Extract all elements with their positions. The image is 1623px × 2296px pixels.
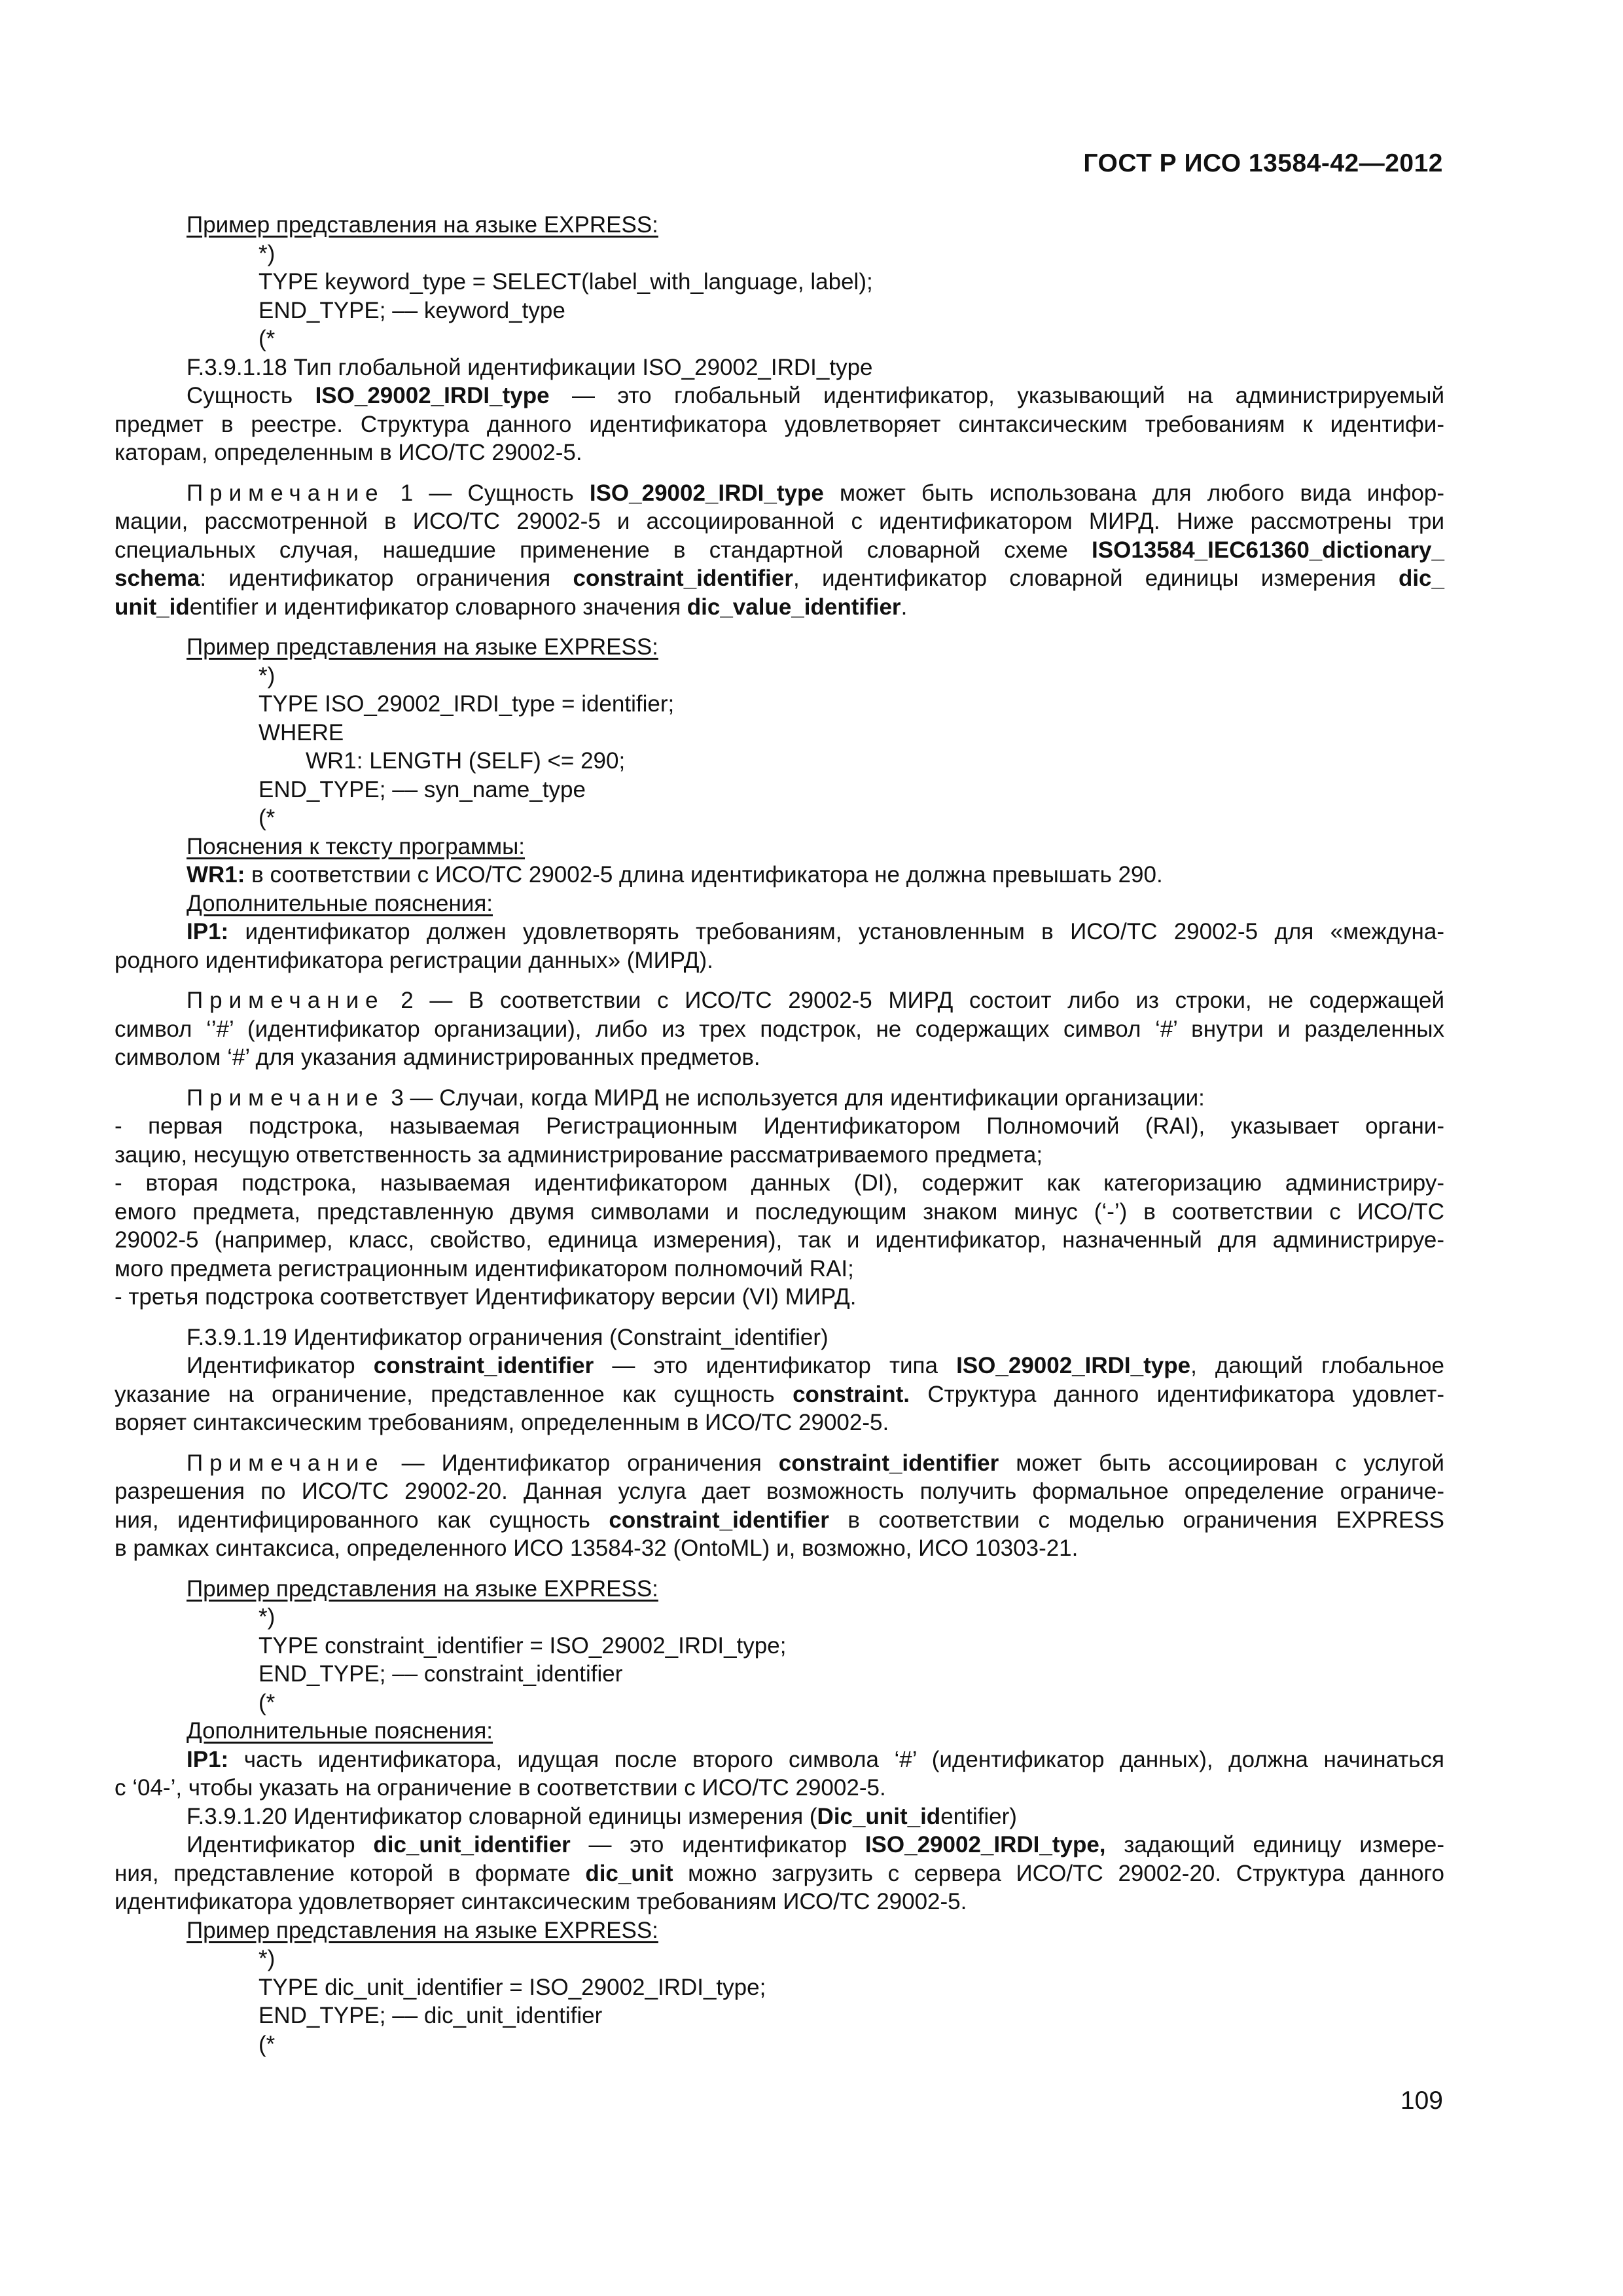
- paragraph: [115, 1352, 1444, 1437]
- section-heading: [115, 1916, 1444, 1945]
- code-line: (*: [259, 1689, 276, 1715]
- text-segment: entifier): [940, 1803, 1017, 1829]
- text-line: [115, 1112, 1444, 1141]
- section-heading-text: Пояснения к тексту программы:: [187, 833, 526, 859]
- text-segment: Сущность: [187, 383, 315, 408]
- text-segment: каторам, определенным в ИСО/ТС 29002-5.: [115, 440, 582, 465]
- text-segment: - третья подстрока соответствует Идентификатору версии (VI) МИРД.: [115, 1284, 857, 1310]
- text-segment: Структура данного идентификатора удовлет-: [909, 1381, 1444, 1407]
- paragraph: [115, 861, 1444, 889]
- text-segment: указание на ограничение, представленное как сущность: [115, 1381, 793, 1407]
- text-line: [115, 1169, 1444, 1198]
- text-line: [115, 1888, 1444, 1916]
- paragraph: [115, 479, 1444, 622]
- text-segment: воряет синтаксическим требованиям, определенным в ИСО/ТС 29002-5.: [115, 1410, 889, 1435]
- bold-term: constraint_identifier: [373, 1353, 594, 1378]
- bold-term: dic_unit_identifier: [373, 1832, 571, 1857]
- section-heading: [115, 633, 1444, 662]
- text-segment: : идентификатор ограничения: [200, 565, 573, 591]
- code-line: END_TYPE; –– constraint_identifier: [259, 1661, 623, 1687]
- section-heading-text: Пример представления на языке EXPRESS:: [187, 1575, 658, 1602]
- text-line: [115, 1043, 1444, 1072]
- text-segment: 3 — Случаи, когда МИРД не используется для идентификации организации:: [384, 1085, 1205, 1111]
- text-segment: в соответствии с моделью ограничения EXPRESS: [829, 1507, 1444, 1533]
- paragraph-gap: [115, 1312, 1444, 1323]
- section-heading-text: Пример представления на языке EXPRESS:: [187, 634, 658, 660]
- note-label: Примечание: [187, 480, 385, 506]
- bold-term: ISO_29002_IRDI_type: [589, 480, 824, 506]
- text-segment: - вторая подстрока, называемая идентификатором данных (DI), содержит как категоризацию администриру-: [115, 1170, 1444, 1196]
- text-line: [115, 410, 1444, 439]
- section-heading-text: Дополнительные пояснения:: [187, 890, 493, 916]
- text-line: [115, 861, 1444, 889]
- text-segment: , дающий глобальное: [1190, 1353, 1444, 1378]
- text-line: [115, 1534, 1444, 1563]
- code-line: END_TYPE; –– keyword_type: [259, 297, 565, 323]
- page-number: 109: [1400, 2087, 1443, 2115]
- text-line: [115, 593, 1444, 622]
- bold-term: constraint_identifier: [778, 1450, 999, 1476]
- text-segment: родного идентификатора регистрации данных» (МИРД).: [115, 947, 713, 973]
- text-line: [115, 1449, 1444, 1478]
- code-line: (*: [259, 2031, 276, 2057]
- code-line: *): [259, 240, 276, 266]
- bold-term: IP1:: [187, 1746, 229, 1772]
- section-heading: [115, 833, 1444, 861]
- text-line: [115, 1352, 1444, 1380]
- text-segment: можно загрузить с сервера ИСО/ТС 29002-20. Структура данного: [673, 1860, 1444, 1886]
- note-label: Примечание: [187, 988, 385, 1013]
- bold-term: schema: [115, 565, 200, 591]
- section-heading-text: Дополнительные пояснения:: [187, 1718, 493, 1744]
- text-segment: 29002-5 (например, класс, свойство, единица измерения), так и идентификатор, назначенный для администрируе-: [115, 1227, 1444, 1253]
- text-line: [115, 1831, 1444, 1859]
- section-heading-text: Пример представления на языке EXPRESS:: [187, 212, 658, 238]
- note-label: Примечание: [187, 1085, 385, 1111]
- text-line: [115, 1506, 1444, 1535]
- section-heading: [115, 211, 1444, 240]
- bold-term: dic_value_identifier: [687, 594, 901, 620]
- text-line: [115, 479, 1444, 508]
- text-line: [115, 1859, 1444, 1888]
- text-segment: может быть использована для любого вида инфор-: [823, 480, 1444, 506]
- text-segment: мации, рассмотренной в ИСО/ТС 29002-5 и ассоциированной с идентификатором МИРД. Ниже рассмотрены три: [115, 509, 1444, 534]
- paragraph-gap: [115, 621, 1444, 633]
- bold-term: IP1:: [187, 919, 229, 944]
- bold-term: ISO_29002_IRDI_type: [315, 383, 550, 408]
- code-line: *): [259, 1604, 276, 1630]
- text-segment: ния, идентифицированного как сущность: [115, 1507, 609, 1533]
- text-line: [115, 1283, 1444, 1312]
- text-segment: разрешения по ИСО/ТС 29002-20. Данная услуга дает возможность получить формальное определение ограниче-: [115, 1479, 1444, 1504]
- text-segment: — это глобальный идентификатор, указывающий на администрируемый: [549, 383, 1444, 408]
- text-segment: может быть ассоциирован с услугой: [999, 1450, 1444, 1476]
- paragraph: [115, 1449, 1444, 1563]
- paragraph: [115, 986, 1444, 1072]
- text-segment: с ‘04-’, чтобы указать на ограничение в соответствии с ИСО/ТС 29002-5.: [115, 1775, 886, 1801]
- text-segment: в соответствии с ИСО/ТС 29002-5 длина идентификатора не должна превышать 290.: [245, 862, 1163, 888]
- paragraph: [115, 1746, 1444, 1803]
- text-line: [115, 564, 1444, 593]
- text-segment: 1 — Сущность: [384, 480, 590, 506]
- section-heading: [115, 1717, 1444, 1746]
- code-line: TYPE dic_unit_identifier = ISO_29002_IRDI_type;: [259, 1974, 766, 2000]
- bold-term: unit_id: [115, 594, 190, 620]
- text-segment: часть идентификатора, идущая после второго символа ‘#’ (идентификатор данных), должна начинаться: [228, 1746, 1444, 1772]
- text-line: [115, 536, 1444, 565]
- paragraph: [115, 918, 1444, 975]
- standard-code-header: ГОСТ Р ИСО 13584-42—2012: [1083, 149, 1443, 177]
- section-heading-text: Пример представления на языке EXPRESS:: [187, 1917, 658, 1943]
- text-segment: емого предмета, представленную двумя символами и последующим знаком минус (‘-’) в соответствии с ИСО/ТС: [115, 1198, 1444, 1225]
- paragraph-gap: [115, 467, 1444, 479]
- code-line: TYPE keyword_type = SELECT(label_with_language, label);: [259, 269, 873, 295]
- text-segment: 2 — В соответствии с ИСО/ТС 29002-5 МИРД состоит либо из строки, не содержащей: [384, 988, 1444, 1013]
- bold-term: constraint_identifier: [573, 565, 793, 591]
- bold-term: dic_unit: [585, 1860, 673, 1886]
- text-segment: F.3.9.1.20 Идентификатор словарной единицы измерения (: [187, 1803, 817, 1829]
- text-segment: идентификатора удовлетворяет синтаксическим требованиям ИСО/ТС 29002-5.: [115, 1889, 967, 1914]
- bold-term: constraint.: [793, 1381, 910, 1407]
- text-segment: - первая подстрока, называемая Регистрационным Идентификатором Полномочий (RAI), указывает органи-: [115, 1113, 1444, 1139]
- text-line: [115, 1015, 1444, 1044]
- paragraph: [115, 382, 1444, 467]
- text-line: [115, 439, 1444, 467]
- text-line: [115, 1774, 1444, 1803]
- bold-term: constraint_identifier: [609, 1507, 829, 1533]
- text-segment: специальных случая, нашедшие применение в стандартной словарной схеме: [115, 537, 1092, 563]
- text-line: [115, 1226, 1444, 1255]
- code-line: WR1: LENGTH (SELF) <= 290;: [306, 748, 626, 774]
- text-line: [115, 1380, 1444, 1409]
- bold-term: dic_: [1398, 565, 1444, 591]
- paragraph: [115, 1803, 1444, 1831]
- code-line: (*: [259, 805, 276, 831]
- text-segment: entifier и идентификатор словарного значения: [189, 594, 687, 620]
- note-label: Примечание: [187, 1450, 385, 1476]
- text-line: [115, 507, 1444, 536]
- code-line: *): [259, 662, 276, 689]
- text-segment: задающий единицу измере-: [1105, 1832, 1444, 1857]
- text-segment: Идентификатор: [187, 1832, 374, 1857]
- paragraph-gap: [115, 1563, 1444, 1575]
- text-line: [115, 1255, 1444, 1283]
- text-segment: — это идентификатор: [570, 1832, 865, 1857]
- text-segment: , идентификатор словарной единицы измерения: [793, 565, 1399, 591]
- code-line: (*: [259, 326, 276, 351]
- text-segment: .: [901, 594, 908, 620]
- paragraph-gap: [115, 1072, 1444, 1084]
- text-line: [115, 946, 1444, 975]
- paragraph-gap: [115, 975, 1444, 986]
- text-segment: мого предмета регистрационным идентификатором полномочий RAI;: [115, 1255, 854, 1282]
- text-line: [115, 1477, 1444, 1506]
- paragraph: [115, 1831, 1444, 1916]
- paragraph-gap: [115, 1437, 1444, 1449]
- code-line: TYPE ISO_29002_IRDI_type = identifier;: [259, 691, 675, 717]
- bold-term: Dic_unit_id: [817, 1803, 941, 1829]
- clause-title: F.3.9.1.18 Тип глобальной идентификации ISO_29002_IRDI_type: [187, 354, 873, 380]
- text-segment: предмет в реестре. Структура данного идентификатора удовлетворяет синтаксическим требованиям к идентифи-: [115, 411, 1444, 437]
- paragraph: [115, 1084, 1444, 1312]
- text-segment: символом ‘#’ для указания администрированных предметов.: [115, 1045, 760, 1070]
- text-segment: — это идентификатор типа: [594, 1353, 957, 1378]
- bold-term: ISO13584_IEC61360_dictionary_: [1092, 537, 1444, 563]
- text-segment: символ ‘’#’ (идентификатор организации), либо из трех подстрок, не содержащих символ ‘#’ внутри и разделенных: [115, 1016, 1444, 1042]
- text-segment: зацию, несущую ответственность за администрирование рассматриваемого предмета;: [115, 1141, 1043, 1168]
- code-line: END_TYPE; –– syn_name_type: [259, 776, 586, 802]
- bold-term: WR1:: [187, 862, 245, 888]
- code-line: TYPE constraint_identifier = ISO_29002_IRDI_type;: [259, 1632, 787, 1659]
- bold-term: ISO_29002_IRDI_type: [956, 1353, 1191, 1378]
- text-line: [115, 1746, 1444, 1774]
- code-line: WHERE: [259, 719, 344, 745]
- document-body: [115, 211, 1444, 2058]
- text-line: [115, 382, 1444, 410]
- text-line: [115, 1084, 1444, 1113]
- code-line: END_TYPE; –– dic_unit_identifier: [259, 2003, 603, 2028]
- section-heading: [115, 889, 1444, 918]
- text-line: [115, 918, 1444, 946]
- text-segment: Идентификатор: [187, 1353, 374, 1378]
- text-segment: — Идентификатор ограничения: [384, 1450, 779, 1476]
- text-line: [115, 986, 1444, 1015]
- section-heading: [115, 1575, 1444, 1604]
- text-segment: идентификатор должен удовлетворять требованиям, установленным в ИСО/ТС 29002-5 для «междуна-: [228, 919, 1444, 944]
- text-segment: ния, представление которой в формате: [115, 1860, 586, 1886]
- code-line: *): [259, 1946, 276, 1971]
- text-line: [115, 1408, 1444, 1437]
- text-line: [115, 1803, 1444, 1831]
- text-segment: в рамках синтаксиса, определенного ИСО 13584-32 (OntoML) и, возможно, ИСО 10303-21.: [115, 1535, 1079, 1561]
- bold-term: ISO_29002_IRDI_type,: [865, 1832, 1106, 1857]
- text-line: [115, 1141, 1444, 1170]
- clause-title: F.3.9.1.19 Идентификатор ограничения (Constraint_identifier): [187, 1324, 829, 1350]
- text-line: [115, 1198, 1444, 1227]
